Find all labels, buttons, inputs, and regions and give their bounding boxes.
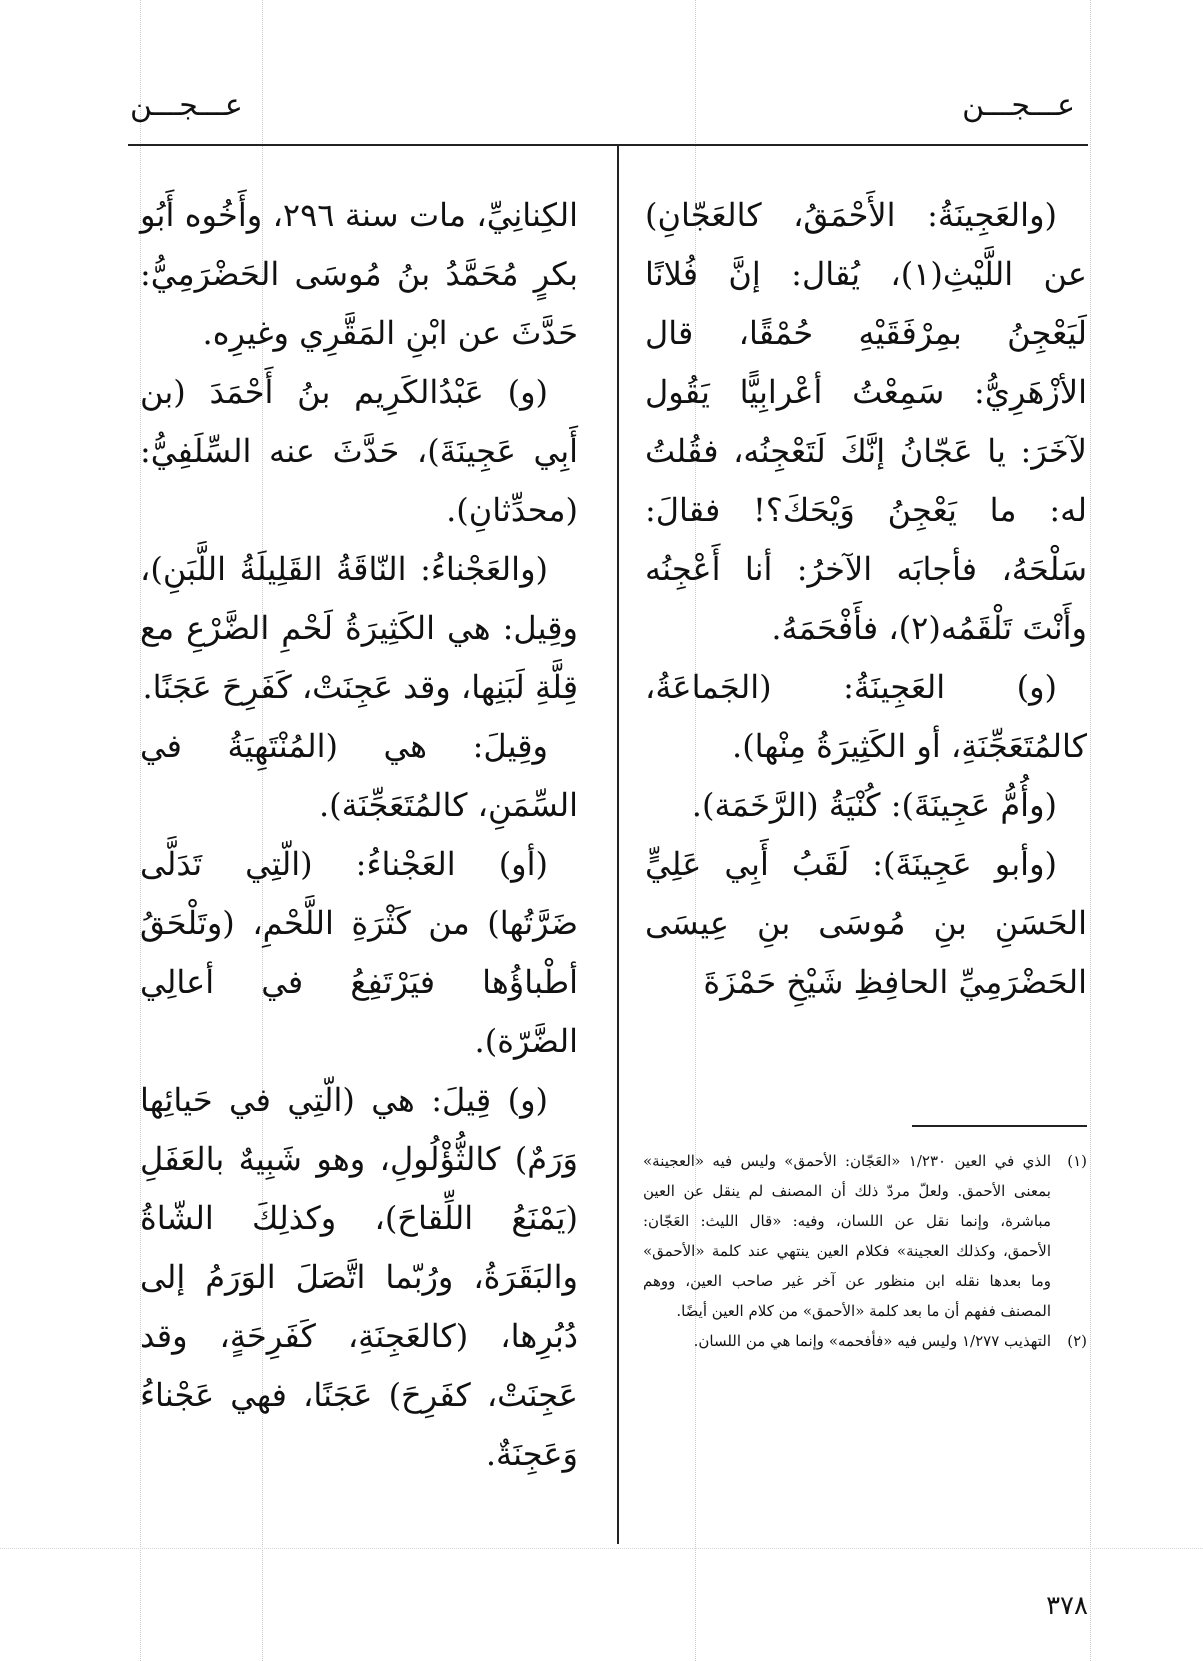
paragraph: (وأُمُّ عَجِينَةَ): كُنْيَةُ (الرَّخَمَة).: [691, 786, 1057, 824]
paragraph: (و) عَبْدُالكَرِيم بنُ أَحْمَدَ (بن أَبِي عَجِينَةَ)، حَدَّثَ عنه السِّلَفِيُّ: (محدِّثانِ).: [140, 373, 578, 529]
paragraph: (وأبو عَجِينَةَ): لَقَبُ أَبِي عَلِيٍّ الحَسَنِ بنِ مُوسَى بنِ عِيسَى الحَضْرَمِيِّ الحافِظِ شَيْخِ حَمْزَةَ: [645, 845, 1087, 1001]
paragraph: وقِيلَ: هي (المُنْتَهِيَةُ في السِّمَنِ، كالمُتَعَجِّنَة).: [140, 727, 578, 824]
paragraph: (و) قِيلَ: هي (الّتِي في حَيائِها وَرَمٌ) كالثُّؤْلُولِ، وهو شَبِيهٌ بالعَفَلِ (يَمْنَعُ اللِّقاحَ)، وكذلِكَ الشّاةُ والبَقَرَةُ، ورُبّما اتَّصَلَ الوَرَمُ إلى دُبُرِها، (كالعَجِنَةِ، كَفَرِحَةٍ، وقد عَجِنَتْ، كفَرِحَ) عَجَنًا، فهي عَجْناءُ وَعَجِنَةٌ.: [140, 1081, 578, 1473]
guide-line: [0, 1548, 1203, 1549]
footnote-number: (١): [1067, 1152, 1087, 1170]
footnote-number: (٢): [1067, 1332, 1087, 1350]
footnote-rule: [912, 1125, 1087, 1127]
paragraph: (و) العَجِينَةُ: (الجَماعَةُ، كالمُتَعَجِّنَةِ، أو الكَثِيرَةُ مِنْها).: [645, 668, 1087, 765]
footnote: [643, 1326, 1087, 1356]
footnote-text: الذي في العين ١/٢٣٠ «العَجّان: الأحمق» وليس فيه «العجينة» بمعنى الأحمق. ولعلّ مردّ ذلك أن المصنف لم ينقل عن العين مباشرة، وإنما نقل عن اللسان، وفيه: «قال الليث: العَجّان: الأحمق، وكذلك العجينة» فكلام العين ينتهي عند كلمة «الأحمق» وما بعدها نقله ابن منظور عن آخر غير صاحب العين، ووهم المصنف ففهم أن ما بعد كلمة «الأحمق» من كلام العين أيضًا.: [643, 1152, 1051, 1320]
footnotes: [643, 1146, 1087, 1356]
running-head-left: عـــجـــن: [130, 88, 243, 123]
paragraph: الكِنانِيِّ، مات سنة ٢٩٦، وأَخُوه أَبُو بكرٍ مُحَمَّدُ بنُ مُوسَى الحَضْرَمِيُّ: حَدَّثَ عن ابْنِ المَقَّرِي وغيرِه.: [140, 196, 579, 352]
running-head-right: عـــجـــن: [962, 88, 1075, 123]
footnote-text: التهذيب ١/٢٧٧ وليس فيه «فأفحمه» وإنما هي من اللسان.: [693, 1332, 1051, 1350]
paragraph: (أو) العَجْناءُ: (الّتِي تَدَلَّى ضَرَّتُها) من كَثْرَةِ اللَّحْمِ، (وتَلْحَقُ أطْباؤُها فيَرْتَفِعُ في أعالِي الضَّرّة).: [140, 845, 578, 1060]
page-number: ٣٧٨: [1046, 1591, 1088, 1621]
paragraph: (والعَجِينَةُ: الأَحْمَقُ، كالعَجّانِ) عن اللَّيْثِ(١)، يُقال: إنَّ فُلانًا لَيَعْجِنُ بمِرْفَقَيْهِ حُمْقًا، قال الأزْهَرِيُّ: سَمِعْتُ أعْرابِيًّا يَقُول لآخَرَ: يا عَجّانُ إنَّكَ لَتَعْجِنُه، فقُلتُ له: ما يَعْجِنُ وَيْحَكَ؟! فقالَ: سَلْحَهُ، فأجابَه الآخرُ: أنا أَعْجِنُه وأَنْتَ تَلْقَمُه(٢)، فأَفْحَمَهُ.: [645, 196, 1087, 647]
right-column: [645, 186, 1087, 1012]
footnote: [643, 1146, 1087, 1326]
header-rule: [128, 144, 1088, 146]
column-divider: [617, 146, 619, 1544]
left-column: [140, 186, 578, 1484]
guide-line: [1090, 0, 1091, 1661]
paragraph: (والعَجْناءُ: النّاقَةُ القَلِيلَةُ اللَّبَنِ)، وقِيل: هي الكَثِيرَةُ لَحْمِ الضَّرْعِ مع قِلَّةِ لَبَنِها، وقد عَجِنَتْ، كَفَرِحَ عَجَنًا.: [140, 550, 578, 706]
